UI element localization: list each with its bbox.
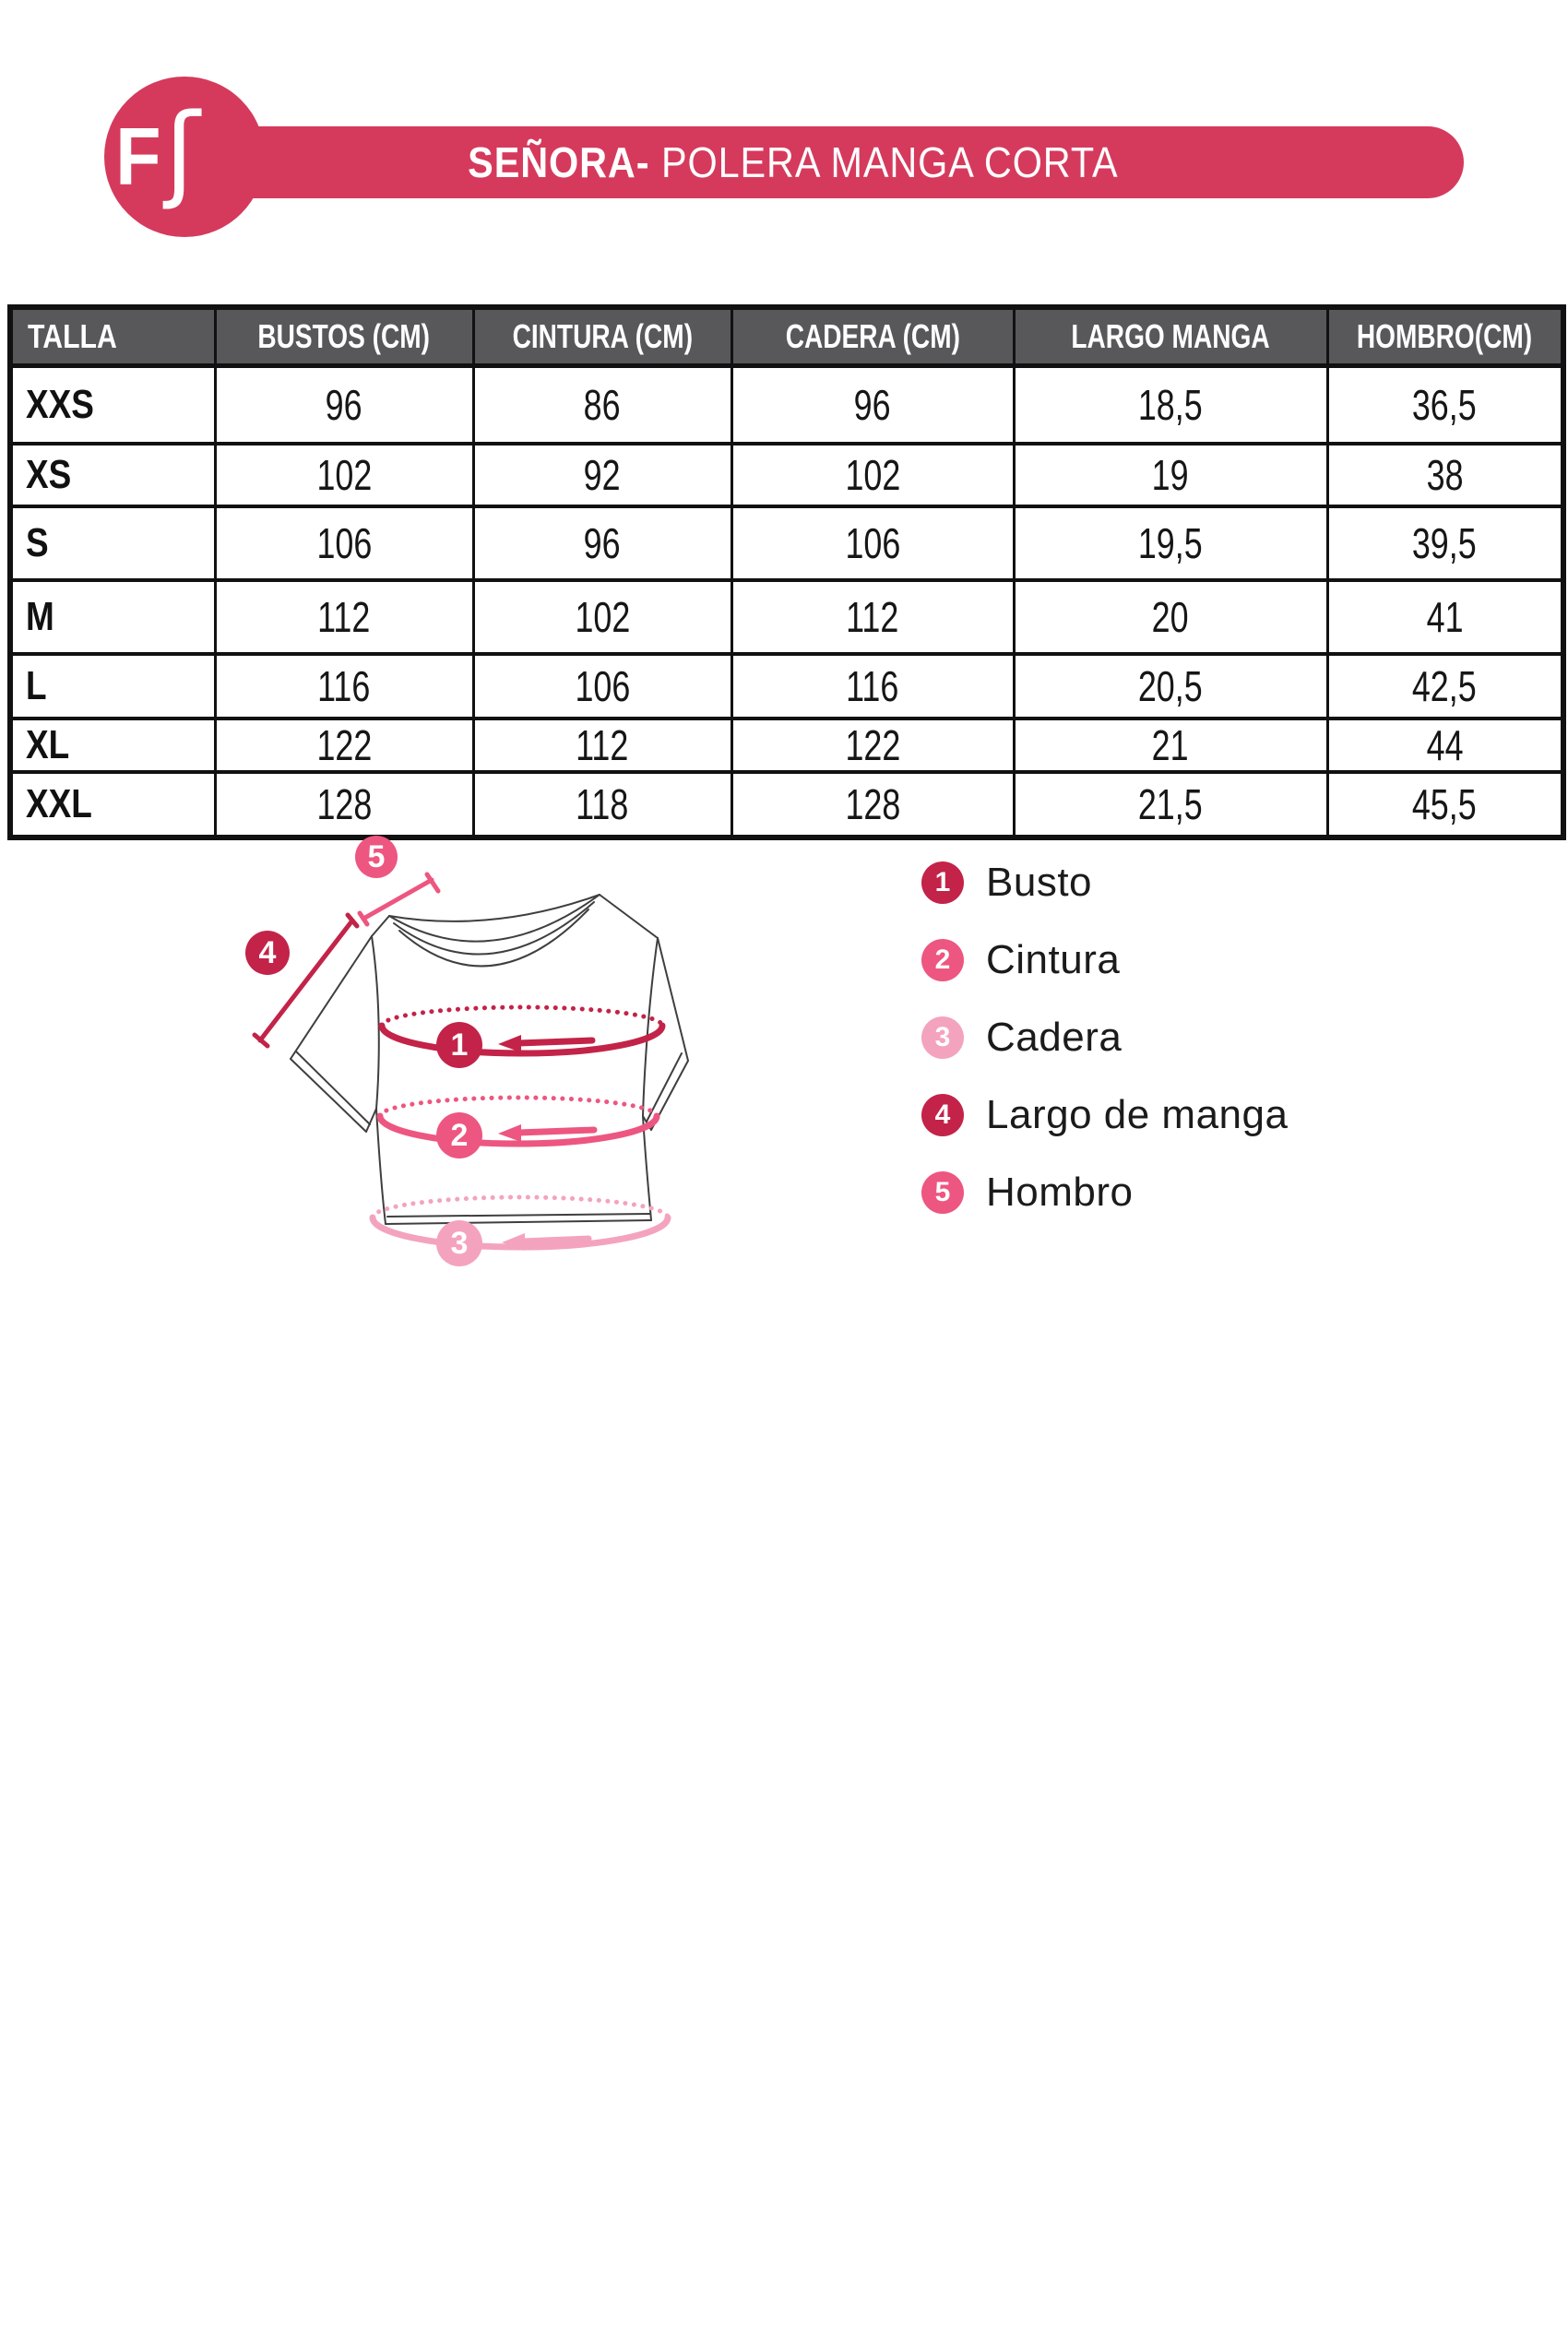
legend-item bbox=[921, 1094, 1288, 1136]
value-cell: 19,5 bbox=[1014, 506, 1327, 580]
size-table-body bbox=[10, 365, 1563, 837]
legend-badge: 4 bbox=[921, 1094, 964, 1136]
legend bbox=[921, 861, 1288, 1249]
legend-badge: 2 bbox=[921, 939, 964, 981]
value-cell: 118 bbox=[473, 772, 731, 837]
column-header: HOMBRO(CM) bbox=[1327, 307, 1563, 365]
column-header: TALLA bbox=[10, 307, 215, 365]
bust-badge bbox=[436, 1022, 482, 1068]
size-cell: S bbox=[10, 506, 215, 580]
value-cell: 18,5 bbox=[1014, 365, 1327, 444]
table-row bbox=[10, 719, 1563, 772]
size-cell: XXS bbox=[10, 365, 215, 444]
value-cell: 38 bbox=[1327, 444, 1563, 506]
value-cell: 116 bbox=[215, 654, 473, 719]
legend-label: Cintura bbox=[986, 937, 1121, 982]
table-row bbox=[10, 506, 1563, 580]
value-cell: 102 bbox=[473, 580, 731, 654]
svg-text:3: 3 bbox=[450, 1226, 469, 1261]
value-cell: 122 bbox=[731, 719, 1014, 772]
column-header: BUSTOS (CM) bbox=[215, 307, 473, 365]
page-title-category: SEÑORA- bbox=[468, 138, 650, 186]
legend-label: Largo de manga bbox=[986, 1092, 1289, 1137]
size-cell: XL bbox=[10, 719, 215, 772]
value-cell: 41 bbox=[1327, 580, 1563, 654]
value-cell: 112 bbox=[215, 580, 473, 654]
value-cell: 116 bbox=[731, 654, 1014, 719]
size-cell: L bbox=[10, 654, 215, 719]
value-cell: 36,5 bbox=[1327, 365, 1563, 444]
svg-text:5: 5 bbox=[367, 839, 386, 874]
tshirt-measurement-diagram bbox=[212, 812, 692, 1287]
value-cell: 106 bbox=[215, 506, 473, 580]
shoulder-badge bbox=[355, 836, 398, 878]
value-cell: 102 bbox=[731, 444, 1014, 506]
table-row bbox=[10, 654, 1563, 719]
value-cell: 39,5 bbox=[1327, 506, 1563, 580]
legend-label: Busto bbox=[986, 860, 1093, 905]
header-row bbox=[10, 307, 1563, 365]
tshirt-outline bbox=[291, 895, 688, 1224]
legend-item bbox=[921, 1016, 1288, 1059]
bust-arrowhead bbox=[498, 1035, 521, 1052]
value-cell: 21,5 bbox=[1014, 772, 1327, 837]
hip-badge bbox=[436, 1220, 482, 1266]
legend-item bbox=[921, 861, 1288, 904]
value-cell: 86 bbox=[473, 365, 731, 444]
value-cell: 44 bbox=[1327, 719, 1563, 772]
legend-item bbox=[921, 1171, 1288, 1214]
value-cell: 128 bbox=[731, 772, 1014, 837]
bust-measure-ellipse bbox=[382, 1007, 662, 1053]
value-cell: 45,5 bbox=[1327, 772, 1563, 837]
value-cell: 112 bbox=[731, 580, 1014, 654]
value-cell: 19 bbox=[1014, 444, 1327, 506]
value-cell: 20 bbox=[1014, 580, 1327, 654]
value-cell: 106 bbox=[731, 506, 1014, 580]
value-cell: 92 bbox=[473, 444, 731, 506]
value-cell: 128 bbox=[215, 772, 473, 837]
value-cell: 42,5 bbox=[1327, 654, 1563, 719]
legend-badge: 1 bbox=[921, 861, 964, 904]
table-row bbox=[10, 365, 1563, 444]
logo-wave-glyph: ʃ bbox=[164, 92, 200, 212]
legend-label: Cadera bbox=[986, 1015, 1123, 1060]
value-cell: 96 bbox=[473, 506, 731, 580]
waist-badge bbox=[436, 1112, 482, 1158]
value-cell: 112 bbox=[473, 719, 731, 772]
column-header: CADERA (CM) bbox=[731, 307, 1014, 365]
legend-item bbox=[921, 939, 1288, 981]
page-title-product: POLERA MANGA CORTA bbox=[661, 138, 1119, 186]
waist-arrowhead bbox=[498, 1124, 521, 1142]
value-cell: 96 bbox=[215, 365, 473, 444]
value-cell: 21 bbox=[1014, 719, 1327, 772]
size-table bbox=[7, 304, 1566, 840]
value-cell: 106 bbox=[473, 654, 731, 719]
column-header: CINTURA (CM) bbox=[473, 307, 731, 365]
legend-badge: 3 bbox=[921, 1016, 964, 1059]
legend-label: Hombro bbox=[986, 1170, 1134, 1215]
svg-text:2: 2 bbox=[450, 1118, 469, 1153]
value-cell: 122 bbox=[215, 719, 473, 772]
waist-measure-ellipse bbox=[380, 1098, 657, 1144]
sleeve-length-badge bbox=[245, 931, 290, 975]
svg-text:1: 1 bbox=[450, 1028, 469, 1063]
size-cell: XXL bbox=[10, 772, 215, 837]
table-row bbox=[10, 580, 1563, 654]
value-cell: 20,5 bbox=[1014, 654, 1327, 719]
column-header: LARGO MANGA bbox=[1014, 307, 1327, 365]
value-cell: 102 bbox=[215, 444, 473, 506]
size-cell: M bbox=[10, 580, 215, 654]
table-row bbox=[10, 444, 1563, 506]
svg-text:4: 4 bbox=[258, 935, 277, 970]
value-cell: 96 bbox=[731, 365, 1014, 444]
size-cell: XS bbox=[10, 444, 215, 506]
legend-badge: 5 bbox=[921, 1171, 964, 1214]
logo-letter-f: F bbox=[115, 111, 161, 202]
page-title bbox=[201, 126, 1385, 198]
